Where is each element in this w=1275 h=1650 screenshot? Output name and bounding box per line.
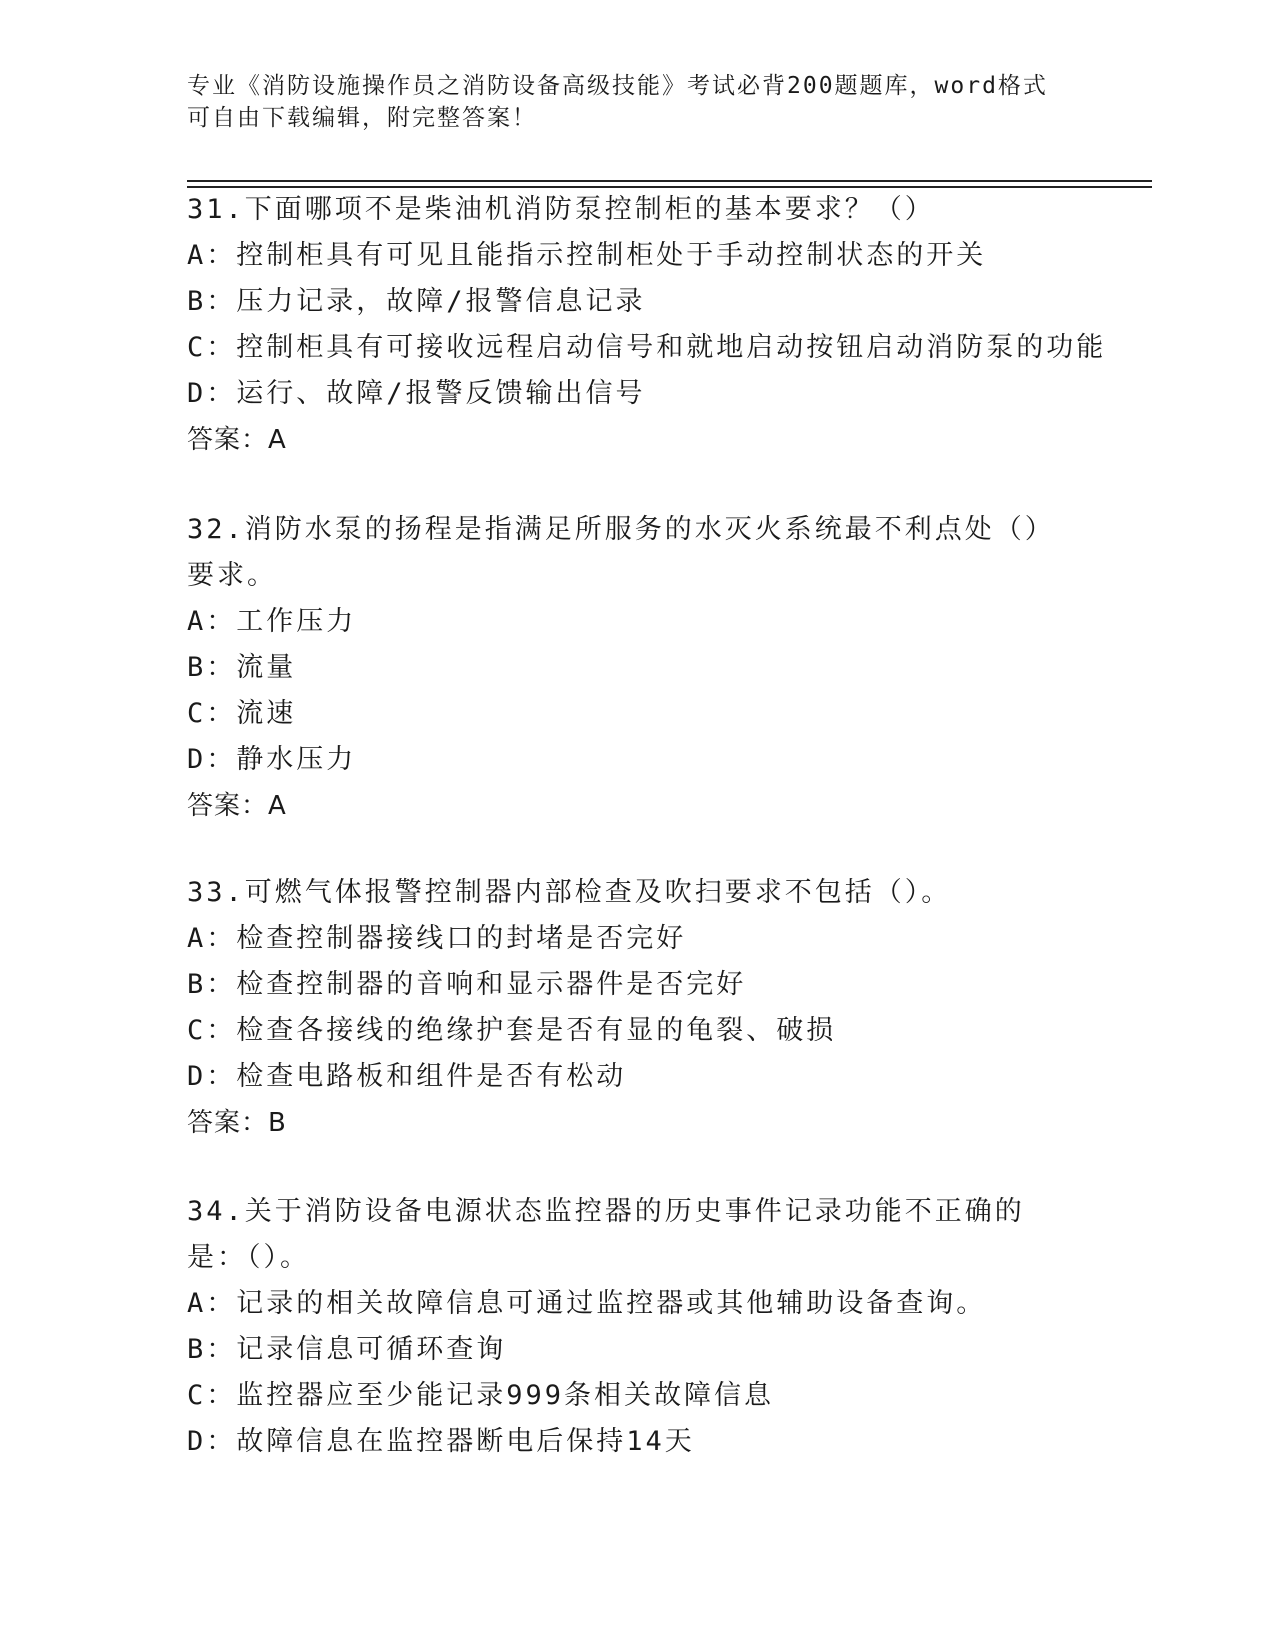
option-a: A：记录的相关故障信息可通过监控器或其他辅助设备查询。 (187, 1288, 987, 1319)
option-d: D：故障信息在监控器断电后保持14天 (187, 1426, 695, 1457)
option-b: B：检查控制器的音响和显示器件是否完好 (187, 969, 747, 1000)
answer: 答案：A (187, 791, 287, 821)
option-b: B：流量 (187, 652, 297, 683)
option-c: C：监控器应至少能记录999条相关故障信息 (187, 1380, 775, 1411)
question-block (187, 1189, 1077, 1465)
option-c: C：检查各接线的绝缘护套是否有显的龟裂、破损 (187, 1015, 837, 1046)
option-c: C：流速 (187, 698, 297, 729)
answer: 答案：B (187, 1108, 287, 1138)
option-a: A：工作压力 (187, 606, 357, 637)
header-divider-top (187, 180, 1152, 182)
question-block (187, 870, 1077, 1146)
document-intro: 专业《消防设施操作员之消防设备高级技能》考试必背200题题库，word格式可自由下载编辑，附完整答案！ (187, 73, 1048, 131)
option-d: D：运行、故障/报警反馈输出信号 (187, 378, 646, 409)
question-block (187, 507, 1077, 829)
option-c: C：控制柜具有可接收远程启动信号和就地启动按钮启动消防泵的功能 (187, 332, 1107, 363)
option-a: A：检查控制器接线口的封堵是否完好 (187, 923, 687, 954)
question-block (187, 187, 1107, 463)
option-a: A：控制柜具有可见且能指示控制柜处于手动控制状态的开关 (187, 240, 987, 271)
answer: 答案：A (187, 425, 287, 455)
option-d: D：静水压力 (187, 744, 357, 775)
question-text: 34.关于消防设备电源状态监控器的历史事件记录功能不正确的是：（）。 (187, 1196, 1025, 1273)
option-d: D：检查电路板和组件是否有松动 (187, 1061, 627, 1092)
option-b: B：记录信息可循环查询 (187, 1334, 507, 1365)
option-b: B：压力记录，故障/报警信息记录 (187, 286, 646, 317)
question-text: 32.消防水泵的扬程是指满足所服务的水灭火系统最不利点处（）要求。 (187, 514, 1055, 591)
question-text: 33.可燃气体报警控制器内部检查及吹扫要求不包括（）。 (187, 877, 952, 908)
question-text: 31.下面哪项不是柴油机消防泵控制柜的基本要求？（） (187, 194, 935, 225)
